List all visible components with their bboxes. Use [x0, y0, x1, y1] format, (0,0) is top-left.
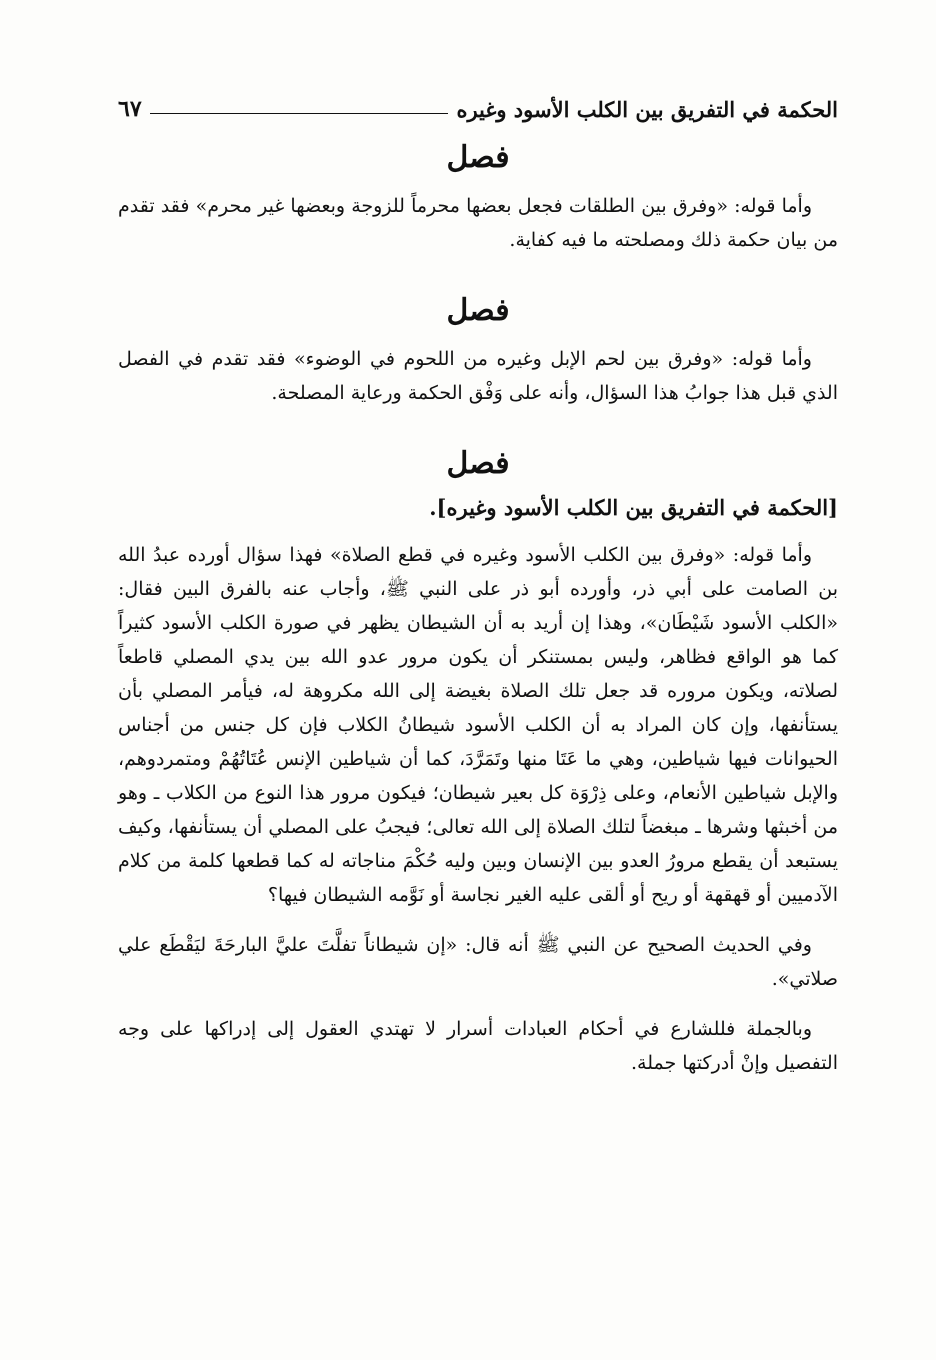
- running-header: [118, 80, 838, 122]
- section-heading: فصل: [446, 140, 510, 175]
- paragraph: وأما قوله: «وفرق بين لحم الإبل وغيره من اللحوم في الوضوء» فقد تقدم في الفصل الذي قبل هذا جوابُ هذا السؤال، وأنه على وَفْق الحكمة ورعاية المصلحة.: [118, 348, 838, 404]
- paragraph: وأما قوله: «وفرق بين الكلب الأسود وغيره في قطع الصلاة» فهذا سؤال أورده عبدُ الله بن الصامت على أبي ذر، وأورده أبو ذر على النبي ﷺ، وأجاب عنه بالفرق البين فقال: «الكلب الأسود شَيْطَان»، وهذا إن أريد به أن الشيطان يظهر في صورة الكلب الأسود كثيراً كما هو الواقع فظاهر، وليس بمستنكر أن يكون مرور عدو الله بين يدي المصلي قاطعاً لصلاته، ويكون مروره قد جعل تلك الصلاة بغيضة إلى الله مكروهة له، فيأمر المصلي بأن يستأنفها، وإن كان المراد به أن الكلب الأسود شيطانُ الكلاب فإن كل جنس من أجناس الحيوانات فيها شياطين، وهي ما عَتَا منها وتَمَرَّدَ، كما أن شياطين الإنس عُتَاتُهُمْ ومتمردوهم، والإبل شياطين الأنعام، وعلى ذِرْوَة كل بعير شيطان؛ فيكون مرور هذا النوع من الكلاب ـ وهو من أخبثها وشرها ـ مبغضاً لتلك الصلاة إلى الله تعالى؛ فيجبُ على المصلي أن يستأنفها، وكيف يستبعد أن يقطع مرورُ العدو بين الإنسان وبين وليه حُكْمَ مناجاته له كما قطعها كلمة من كلام الآدميين أو قهقهة أو ريح أو ألقى عليه الغير نجاسة أو نَوَّمه الشيطان فيها؟: [118, 544, 839, 906]
- book-page: [118, 80, 838, 1080]
- paragraph: وفي الحديث الصحيح عن النبي ﷺ أنه قال: «إن شيطاناً تفلَّتَ عليَّ البارحَةَ ليَقْطَع علي صلاتي».: [118, 934, 838, 990]
- paragraph: وبالجملة فللشارع في أحكام العبادات أسرار لا تهتدي العقول إلى إدراكها على وجه التفصيل وإنْ أدركتها جملة.: [118, 1018, 838, 1074]
- page-number: ٦٧: [118, 96, 142, 122]
- header-title: الحكمة في التفريق بين الكلب الأسود وغيره: [456, 97, 838, 122]
- paragraph: وأما قوله: «وفرق بين الطلقات فجعل بعضها محرماً للزوجة وبعضها غير محرم» فقد تقدم من بيان حكمة ذلك ومصلحته ما فيه كفاية.: [118, 195, 838, 251]
- section-subtitle: [الحكمة في التفريق بين الكلب الأسود وغيره].: [429, 495, 838, 520]
- section-heading: فصل: [446, 293, 510, 328]
- header-rule: [150, 113, 449, 114]
- section-heading: فصل: [446, 446, 510, 481]
